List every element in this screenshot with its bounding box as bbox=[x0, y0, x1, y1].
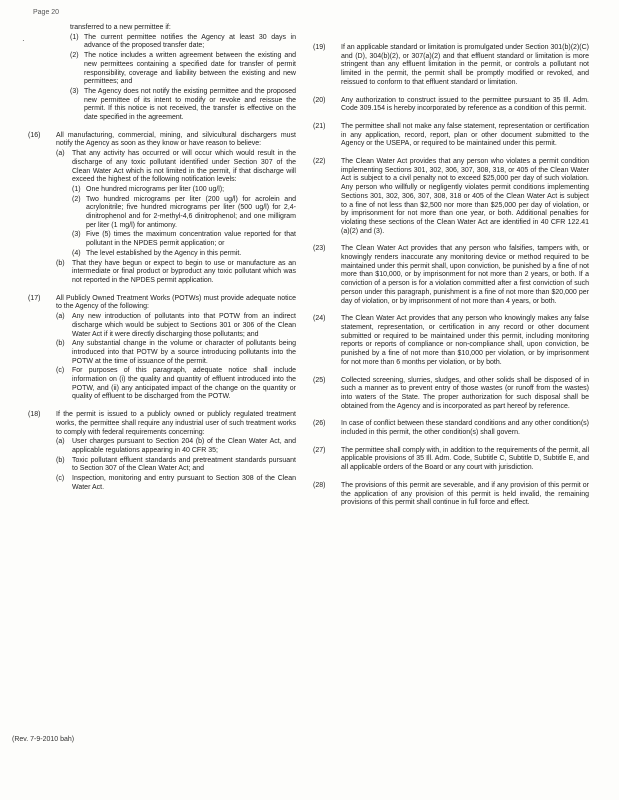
condition-text: In case of conflict between these standard conditions and any other condition(s) included in this permit, the other condition(s) shall govern. bbox=[341, 420, 589, 437]
sub-text bbox=[72, 150, 296, 258]
condition-number: (26) bbox=[313, 420, 326, 428]
condition-24 bbox=[313, 315, 589, 367]
item-number: (3) bbox=[70, 87, 79, 95]
item-text: The notice includes a written agreement between the existing and new permittees containing a specified date for transfer of permit responsibility, coverage and liability between the existing and new permittees; and bbox=[84, 52, 296, 86]
condition-text: The provisions of this permit are severable, and if any provision of this permit or the application of any provision of this permit is held invalid, the remaining provisions of this permit shall continue in full force and effect. bbox=[341, 481, 589, 507]
condition-20 bbox=[313, 97, 589, 114]
notification-level-item bbox=[72, 186, 296, 195]
condition-19 bbox=[313, 44, 589, 88]
sub-text: Inspection, monitoring and entry pursuant to Section 308 of the Clean Water Act. bbox=[72, 475, 296, 491]
condition-text bbox=[56, 411, 296, 492]
notification-level-item bbox=[72, 250, 296, 259]
revision-footer: (Rev. 7-9-2010 bah) bbox=[12, 736, 75, 743]
sub-text: Toxic pollutant effluent standards and pretreatment standards pursuant to Section 307 of the Clean Water Act; and bbox=[72, 456, 296, 473]
item-number: (4) bbox=[72, 249, 81, 257]
condition-text: The permittee shall not make any false statement, representation or certification in any application, record, report, plan or other document submitted to the Agency or the USEPA, or required to be maintained under this permit. bbox=[341, 122, 589, 148]
transfer-item bbox=[70, 34, 296, 51]
item-number: (2) bbox=[70, 52, 79, 60]
sub-number: (b) bbox=[56, 259, 65, 267]
condition-17 bbox=[28, 295, 296, 402]
condition-text: If an applicable standard or limitation is promulgated under Section 301(b)(2)(C) and (D), 304(b)(2), or 307(a)(2) and that effluent standard or limitation is more stringent than any effluent limitation in the permit, or controls a pollutant not limited in the permit, the permit shall be promptly modified or revoked, and reissued to conform to that effluent standard or limitation. bbox=[341, 44, 589, 86]
condition-text: The permittee shall comply with, in addition to the requirements of the permit, all applicable provisions of 35 Ill. Adm. Code, Subtitle C, Subtitle D, Subtitle E, and all applicable orders of the Board or any court with jurisdiction. bbox=[341, 446, 589, 472]
item-text: The level established by the Agency in this permit. bbox=[86, 249, 242, 257]
transfer-list bbox=[70, 34, 296, 123]
condition-number: (16) bbox=[28, 131, 41, 139]
item-text: Two hundred micrograms per liter (200 ug/l) for acrolein and acrylonitrile; five hundred micrograms per liter (500 ug/l) for 2,4-dinitrophenol and for 2-methyl-4,6 dinitrophenol; and one milligram per liter (1 mg/l) for antimony. bbox=[86, 195, 296, 229]
sub-number: (b) bbox=[56, 340, 65, 348]
condition-22 bbox=[313, 158, 589, 236]
sub-text: That they have begun or expect to begin to use or manufacture as an intermediate or final product or byproduct any toxic pollutant which was not reported in the NPDES permit application. bbox=[72, 259, 296, 284]
sub-item bbox=[56, 475, 296, 492]
condition-16-a bbox=[56, 150, 296, 258]
condition-16 bbox=[28, 132, 296, 286]
condition-16-a-items bbox=[72, 186, 296, 259]
condition-text bbox=[56, 295, 296, 402]
item-number: (1) bbox=[70, 33, 79, 41]
sub-item bbox=[56, 457, 296, 474]
condition-text: The Clean Water Act provides that any person who falsifies, tampers with, or knowingly renders inaccurate any monitoring device or method required to be maintained under this permit shall, upon conviction, be punished by a fine of not more than $10,000, or by imprisonment for not more than 2 years, or both. If a conviction of a person is for a violation committed after a first conviction of such person under this paragraph, punishment is a fine of not more than $20,000 per day of violation, or by imprisonment of not more than 4 years, or both. bbox=[341, 245, 589, 305]
condition-number: (23) bbox=[313, 245, 326, 253]
sub-item bbox=[56, 438, 296, 455]
sub-text: Any new introduction of pollutants into that POTW from an indirect discharge which would be subject to Sections 301 or 306 of the Clean Water Act if it were directly discharging those pollutants; and bbox=[72, 313, 296, 338]
condition-16-b bbox=[56, 260, 296, 286]
item-number: (2) bbox=[72, 195, 81, 203]
sub-number: (a) bbox=[56, 313, 65, 321]
condition-16-text: All manufacturing, commercial, mining, and silvicultural dischargers must notify the Agency as soon as they know or have reason to believe: bbox=[56, 131, 296, 148]
margin-mark: · bbox=[22, 36, 25, 45]
condition-number: (17) bbox=[28, 294, 41, 302]
transfer-intro: transferred to a new permittee if: bbox=[70, 24, 171, 31]
sub-item bbox=[56, 313, 296, 339]
sub-number: (c) bbox=[56, 367, 65, 375]
sub-number: (a) bbox=[56, 438, 65, 446]
transfer-item bbox=[70, 88, 296, 123]
page-number: Page 20 bbox=[33, 9, 60, 16]
condition-number: (18) bbox=[28, 411, 41, 419]
sub-number: (c) bbox=[56, 475, 65, 483]
item-number: (1) bbox=[72, 185, 81, 193]
sub-item bbox=[56, 340, 296, 366]
condition-number: (28) bbox=[313, 481, 326, 489]
condition-text bbox=[56, 132, 296, 286]
item-text: One hundred micrograms per liter (100 ug/l); bbox=[86, 185, 225, 193]
sub-number: (b) bbox=[56, 456, 65, 464]
condition-28 bbox=[313, 482, 589, 508]
condition-number: (25) bbox=[313, 376, 326, 384]
condition-18-text: If the permit is issued to a publicly owned or publicly regulated treatment works, the permittee shall require any industrial user of such treatment works to comply with federal requirements concerning: bbox=[56, 411, 296, 436]
notification-level-item bbox=[72, 196, 296, 231]
item-number: (3) bbox=[72, 231, 81, 239]
condition-text: The Clean Water Act provides that any person who knowingly makes any false statement, representation, or certification in any record or other document submitted or required to be maintained under this permit, including monitoring reports or reports of compliance or non-compliance shall, upon conviction, be punished by a fine of not more than $10,000 per violation, or by imprisonment for not more than 6 months per violation, or by both. bbox=[341, 315, 589, 366]
condition-18 bbox=[28, 411, 296, 492]
condition-21 bbox=[313, 123, 589, 149]
condition-23 bbox=[313, 245, 589, 306]
condition-17-text: All Publicly Owned Treatment Works (POTWs) must provide adequate notice to the Agency of the following: bbox=[56, 294, 296, 311]
right-column bbox=[313, 44, 589, 517]
condition-18-subs bbox=[56, 438, 296, 492]
sub-text: Any substantial change in the volume or character of pollutants being introduced into that POTW by a source introducing pollutants into the POTW at the time of issuance of the permit. bbox=[72, 340, 296, 365]
condition-number: (27) bbox=[313, 446, 326, 454]
condition-27 bbox=[313, 447, 589, 473]
notification-level-item bbox=[72, 231, 296, 248]
condition-text: Collected screening, slurries, sludges, and other solids shall be disposed of in such a manner as to prevent entry of those wastes (or runoff from the wastes) into waters of the State. The proper authorization for such disposal shall be obtained from the Agency and is incorporated as part hereof by reference. bbox=[341, 376, 589, 410]
condition-number: (24) bbox=[313, 315, 326, 323]
condition-26 bbox=[313, 420, 589, 437]
transfer-item bbox=[70, 52, 296, 87]
condition-17-subs bbox=[56, 313, 296, 402]
condition-number: (22) bbox=[313, 158, 326, 166]
sub-text: User charges pursuant to Section 204 (b) of the Clean Water Act, and applicable regulations appearing in 40 CFR 35; bbox=[72, 438, 296, 454]
condition-number: (20) bbox=[313, 96, 326, 104]
condition-text: The Clean Water Act provides that any person who violates a permit condition implementing Sections 301, 302, 306, 307, 308, 318, or 405 of the Clean Water Act is subject to a civil penalty not to exceed $25,000 per day of such violation. Any person who willfully or negligently violates permit conditions implementing Sections 301, 302, 306, 307, 308, 318 or 405 of the Clean Water Act is subject to a fine of not less than $2,500 nor more than $25,000 per day of violation, or by imprisonment for not more than one year, or both. Additional penalties for violating these sections of the Clean Water Act are identified in 40 CFR 122.41 (a)(2) and (3). bbox=[341, 158, 589, 235]
condition-number: (21) bbox=[313, 122, 326, 130]
sub-number: (a) bbox=[56, 150, 65, 158]
condition-text: Any authorization to construct issued to the permittee pursuant to 35 Ill. Adm. Code 309.154 is hereby incorporated by reference as a condition of this permit. bbox=[341, 96, 589, 113]
item-text: The Agency does not notify the existing permittee and the proposed new permittee of its intent to modify or revoke and reissue the permit. If this notice is not received, the transfer is effective on the date specified in the agreement. bbox=[84, 87, 296, 122]
condition-16-a-text: That any activity has occurred or will occur which would result in the discharge of any toxic pollutant identified under Section 307 of the Clean Water Act which is not limited in the permit, if that discharge will exceed the highest of the following notification levels: bbox=[72, 150, 296, 184]
left-column bbox=[28, 24, 296, 501]
item-text: The current permittee notifies the Agency at least 30 days in advance of the proposed transfer date; bbox=[84, 33, 296, 50]
condition-25 bbox=[313, 377, 589, 412]
item-text: Five (5) times the maximum concentration value reported for that pollutant in the NPDES permit application; or bbox=[86, 231, 296, 248]
sub-text: For purposes of this paragraph, adequate notice shall include information on (i) the quality and quantity of effluent introduced into the POTW, and (ii) any anticipated impact of the change on the quantity or quality of effluent to be discharged from the POTW. bbox=[72, 367, 296, 401]
sub-item bbox=[56, 367, 296, 402]
condition-number: (19) bbox=[313, 44, 326, 51]
